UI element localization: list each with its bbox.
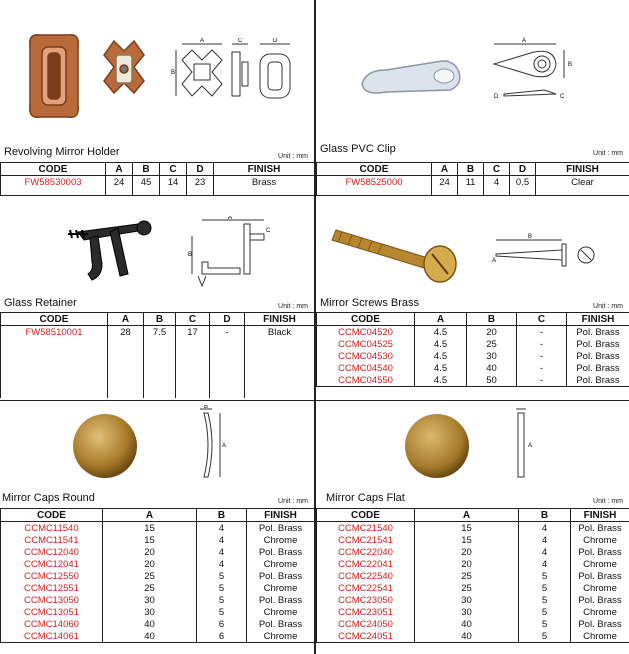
product-code: FW58510001: [1, 326, 108, 398]
product-code: CCMC12040: [1, 546, 103, 558]
table-row: [317, 350, 629, 362]
cell: 4: [519, 558, 571, 570]
dim-a-label: A: [228, 216, 233, 221]
table-row: [317, 630, 629, 643]
cell: 15: [415, 522, 519, 535]
product-code: CCMC22040: [317, 546, 415, 558]
cell: 4: [484, 176, 510, 196]
product-code: CCMC23051: [317, 606, 415, 618]
product-code: CCMC23050: [317, 594, 415, 606]
cell: 30: [415, 594, 519, 606]
dim-b-label: B: [171, 70, 176, 76]
mirror-holder-dimension-drawing: [170, 38, 310, 118]
unit-label: Unit : mm: [278, 303, 308, 310]
cell: Pol. Brass: [571, 618, 629, 630]
col-finish: FINISH: [567, 313, 629, 326]
table-row: [1, 558, 315, 570]
product-title: Glass PVC Clip: [320, 143, 396, 155]
cell: 5: [197, 594, 247, 606]
table-row: [1, 326, 315, 398]
cell: 5: [519, 570, 571, 582]
product-title: Glass Retainer: [4, 297, 77, 309]
cell: 40: [467, 362, 517, 374]
dim-b-label: B: [204, 405, 209, 410]
table-row: [317, 326, 629, 339]
cell: 40: [415, 618, 519, 630]
col-b: B: [133, 163, 160, 176]
col-b: B: [519, 509, 571, 522]
brass-screw-photo: [328, 214, 478, 284]
spec-table: [0, 162, 314, 196]
table-row: [1, 534, 315, 546]
cell: 5: [519, 618, 571, 630]
cell: -: [517, 362, 567, 374]
cell: Pol. Brass: [571, 546, 629, 558]
table-row: [1, 594, 315, 606]
spec-table: [0, 508, 314, 643]
col-code: CODE: [317, 509, 415, 522]
cell: 4.5: [415, 350, 467, 362]
cell: 15: [415, 534, 519, 546]
col-code: CODE: [317, 313, 415, 326]
cell: 20: [467, 326, 517, 339]
cell: Chrome: [571, 606, 629, 618]
product-title: Revolving Mirror Holder: [4, 146, 120, 158]
cell: Chrome: [571, 534, 629, 546]
table-row: [317, 582, 629, 594]
col-a: A: [415, 313, 467, 326]
cell: 15: [103, 522, 197, 535]
cell: 5: [197, 570, 247, 582]
cell: 4: [197, 558, 247, 570]
cell: 4: [519, 546, 571, 558]
cell: Pol. Brass: [567, 374, 629, 387]
table-header-row: [1, 509, 315, 522]
flat-cap-photo: [402, 411, 472, 481]
table-row: [1, 630, 315, 643]
cell: Pol. Brass: [567, 326, 629, 339]
dim-a-label: A: [200, 38, 205, 44]
product-code: CCMC04540: [317, 362, 415, 374]
product-panel-glass-pvc-clip: [316, 0, 629, 200]
cell: 30: [103, 606, 197, 618]
flat-cap-dimension-drawing: [506, 405, 546, 485]
cell: 4.5: [415, 326, 467, 339]
cell: 25: [103, 570, 197, 582]
cell: -: [517, 350, 567, 362]
spec-table: [316, 162, 629, 196]
table-row: [317, 374, 629, 387]
table-row: [1, 522, 315, 535]
dim-a-label: A: [222, 443, 227, 449]
spec-table: [316, 508, 629, 643]
pvc-clip-dimension-drawing: [484, 36, 584, 106]
col-finish: FINISH: [245, 313, 315, 326]
product-code: FW58530003: [1, 176, 106, 196]
dim-c-label: C: [560, 94, 565, 100]
product-code: CCMC12550: [1, 570, 103, 582]
dim-b-label: B: [568, 62, 573, 68]
col-code: CODE: [1, 509, 103, 522]
product-code: CCMC24050: [317, 618, 415, 630]
table-header-row: [317, 313, 629, 326]
cell: 5: [197, 606, 247, 618]
round-cap-dimension-drawing: [190, 405, 230, 485]
cell: 4: [197, 522, 247, 535]
product-code: CCMC11540: [1, 522, 103, 535]
dim-c-label: C: [238, 38, 243, 44]
product-code: CCMC22541: [317, 582, 415, 594]
table-row: [1, 606, 315, 618]
product-panel-mirror-caps-round: [0, 401, 314, 654]
table-row: [317, 534, 629, 546]
table-row: [317, 176, 629, 196]
cell: 4.5: [415, 338, 467, 350]
col-c: C: [484, 163, 510, 176]
product-code: CCMC21540: [317, 522, 415, 535]
cell: Pol. Brass: [567, 362, 629, 374]
cell: Chrome: [247, 558, 315, 570]
product-code: FW58525000: [317, 176, 432, 196]
spec-table: [0, 312, 314, 398]
cell: 20: [103, 546, 197, 558]
cell: 5: [519, 582, 571, 594]
cell: 5: [197, 582, 247, 594]
table-row: [317, 570, 629, 582]
dim-c-label: C: [266, 228, 271, 234]
product-title: Mirror Screws Brass: [320, 297, 420, 309]
cell: Chrome: [247, 606, 315, 618]
col-c: C: [176, 313, 210, 326]
col-a: A: [106, 163, 133, 176]
cell: 20: [415, 546, 519, 558]
dim-b-label: B: [528, 234, 533, 240]
table-row: [317, 618, 629, 630]
dim-d-label: D: [273, 38, 278, 44]
cell: 6: [197, 618, 247, 630]
col-finish: FINISH: [571, 509, 629, 522]
cell: 15: [103, 534, 197, 546]
cell: 5: [519, 630, 571, 643]
table-header-row: [1, 313, 315, 326]
col-b: B: [197, 509, 247, 522]
table-row: [317, 546, 629, 558]
dim-a-label: A: [528, 443, 533, 449]
unit-label: Unit : mm: [593, 150, 623, 157]
cell: 30: [467, 350, 517, 362]
cell: Black: [245, 326, 315, 398]
product-title: Mirror Caps Flat: [326, 492, 405, 504]
dim-b-label: B: [188, 252, 193, 258]
col-finish: FINISH: [247, 509, 315, 522]
cell: 25: [415, 570, 519, 582]
round-cap-photo: [70, 411, 140, 481]
unit-label: Unit : mm: [278, 153, 308, 160]
dim-d-label: D: [494, 94, 499, 100]
col-b: B: [144, 313, 176, 326]
cell: -: [517, 338, 567, 350]
cell: 40: [103, 618, 197, 630]
product-code: CCMC04525: [317, 338, 415, 350]
table-row: [317, 362, 629, 374]
glass-retainer-photo: [58, 214, 178, 294]
col-d: D: [210, 313, 245, 326]
table-row: [1, 176, 315, 196]
table-row: [317, 594, 629, 606]
cell: 25: [103, 582, 197, 594]
cell: Pol. Brass: [247, 522, 315, 535]
table-row: [1, 582, 315, 594]
cell: Pol. Brass: [247, 570, 315, 582]
cell: 23: [187, 176, 214, 196]
table-header-row: [317, 163, 629, 176]
table-row: [317, 338, 629, 350]
table-row: [317, 606, 629, 618]
col-b: B: [467, 313, 517, 326]
col-code: CODE: [1, 313, 108, 326]
product-code: CCMC13050: [1, 594, 103, 606]
col-c: C: [517, 313, 567, 326]
product-panel-glass-retainer: [0, 200, 314, 400]
cell: 6: [197, 630, 247, 643]
product-code: CCMC11541: [1, 534, 103, 546]
cell: Pol. Brass: [247, 618, 315, 630]
cell: Brass: [214, 176, 315, 196]
glass-retainer-dimension-drawing: [188, 216, 278, 296]
col-d: D: [510, 163, 536, 176]
product-code: CCMC14061: [1, 630, 103, 643]
col-c: C: [160, 163, 187, 176]
cell: 4.5: [415, 362, 467, 374]
product-code: CCMC13051: [1, 606, 103, 618]
col-a: A: [108, 313, 144, 326]
cell: Pol. Brass: [247, 594, 315, 606]
cell: Chrome: [571, 630, 629, 643]
cell: 25: [415, 582, 519, 594]
cell: Pol. Brass: [571, 594, 629, 606]
unit-label: Unit : mm: [593, 303, 623, 310]
cell: Clear: [536, 176, 629, 196]
product-code: CCMC04550: [317, 374, 415, 387]
table-row: [1, 618, 315, 630]
product-code: CCMC21541: [317, 534, 415, 546]
cell: 25: [467, 338, 517, 350]
product-code: CCMC22540: [317, 570, 415, 582]
cell: 5: [519, 594, 571, 606]
cell: 30: [103, 594, 197, 606]
table-row: [1, 546, 315, 558]
cell: 14: [160, 176, 187, 196]
cell: Chrome: [571, 558, 629, 570]
cell: -: [517, 374, 567, 387]
product-panel-revolving-mirror-holder: [0, 0, 314, 200]
col-a: A: [103, 509, 197, 522]
cell: Pol. Brass: [571, 570, 629, 582]
col-d: D: [187, 163, 214, 176]
col-a: A: [415, 509, 519, 522]
unit-label: Unit : mm: [278, 498, 308, 505]
cell: 4: [519, 534, 571, 546]
product-code: CCMC12551: [1, 582, 103, 594]
table-header-row: [1, 163, 315, 176]
cell: Pol. Brass: [571, 522, 629, 535]
unit-label: Unit : mm: [593, 498, 623, 505]
cell: -: [210, 326, 245, 398]
cell: 4: [197, 546, 247, 558]
cell: Chrome: [247, 630, 315, 643]
col-finish: FINISH: [536, 163, 629, 176]
table-header-row: [317, 509, 629, 522]
cell: 30: [415, 606, 519, 618]
cell: 4: [519, 522, 571, 535]
product-panel-mirror-screws-brass: [316, 200, 629, 400]
cell: 28: [108, 326, 144, 398]
table-row: [1, 570, 315, 582]
cell: Chrome: [247, 582, 315, 594]
cell: 4.5: [415, 374, 467, 387]
col-finish: FINISH: [214, 163, 315, 176]
brass-screw-dimension-drawing: [492, 232, 612, 282]
cell: 40: [415, 630, 519, 643]
dim-a-label: A: [522, 38, 527, 44]
cell: 24: [106, 176, 133, 196]
cell: 24: [432, 176, 458, 196]
product-code: CCMC04520: [317, 326, 415, 339]
dim-a-label: A: [492, 258, 497, 264]
product-code: CCMC14060: [1, 618, 103, 630]
product-code: CCMC04530: [317, 350, 415, 362]
col-code: CODE: [1, 163, 106, 176]
cell: 20: [415, 558, 519, 570]
cell: 5: [519, 606, 571, 618]
cell: 45: [133, 176, 160, 196]
product-code: CCMC24051: [317, 630, 415, 643]
cell: 20: [103, 558, 197, 570]
cell: 17: [176, 326, 210, 398]
table-row: [317, 522, 629, 535]
cell: 4: [197, 534, 247, 546]
cell: 7.5: [144, 326, 176, 398]
cell: 0.5: [510, 176, 536, 196]
mirror-holder-photo: [18, 25, 168, 135]
product-code: CCMC22041: [317, 558, 415, 570]
spec-table: [316, 312, 629, 387]
cell: Pol. Brass: [567, 350, 629, 362]
cell: 40: [103, 630, 197, 643]
product-code: CCMC12041: [1, 558, 103, 570]
cell: -: [517, 326, 567, 339]
cell: 11: [458, 176, 484, 196]
col-a: A: [432, 163, 458, 176]
product-title: Mirror Caps Round: [2, 492, 95, 504]
col-code: CODE: [317, 163, 432, 176]
col-b: B: [458, 163, 484, 176]
product-panel-mirror-caps-flat: [316, 401, 629, 654]
cell: Pol. Brass: [247, 546, 315, 558]
cell: Pol. Brass: [567, 338, 629, 350]
cell: Chrome: [571, 582, 629, 594]
table-row: [317, 558, 629, 570]
pvc-clip-photo: [356, 40, 476, 110]
cell: Chrome: [247, 534, 315, 546]
cell: 50: [467, 374, 517, 387]
